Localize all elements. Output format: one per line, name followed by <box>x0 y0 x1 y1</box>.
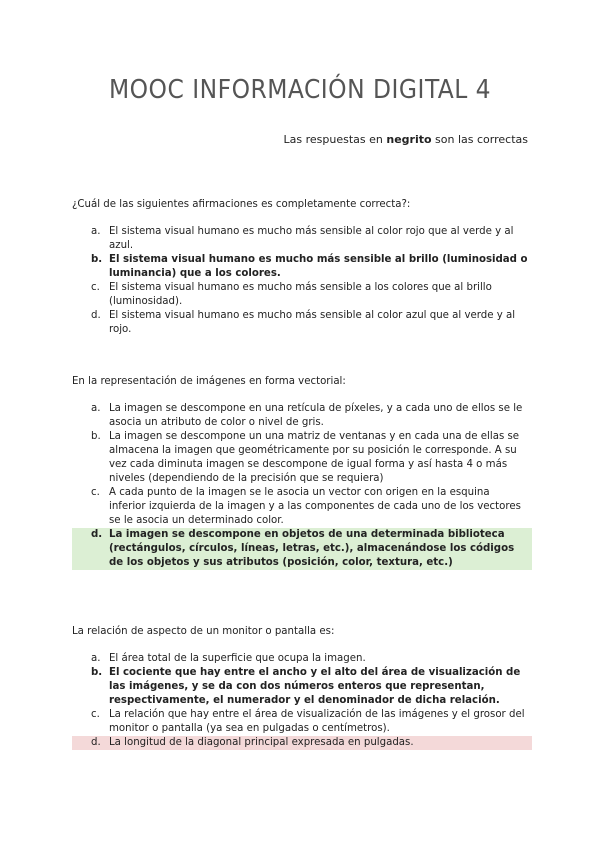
option-b-correct <box>72 253 532 281</box>
answer-note <box>284 133 529 146</box>
option-d-correct-highlighted <box>72 528 532 570</box>
option-a <box>72 652 532 666</box>
option-letter: b. <box>91 667 103 678</box>
option-text: El cociente que hay entre el ancho y el alto del área de visualización de las imágenes, y se da con dos números enteros que representan, respectivamente, el numerador y el denominador de dicha relación. <box>109 667 521 706</box>
option-text: La imagen se descompone un una matriz de ventanas y en cada una de ellas se almacena la imagen que geométricamente por su posición le corresponde. A su vez cada diminuta imagen se descompone de igual forma y así hasta 4 o más niveles (dependiendo de la precisión que se requiera) <box>109 431 520 484</box>
option-list <box>72 652 532 750</box>
option-letter: a. <box>91 653 101 664</box>
option-text: La longitud de la diagonal principal expresada en pulgadas. <box>109 737 414 748</box>
question-prompt: La relación de aspecto de un monitor o pantalla es: <box>72 626 335 637</box>
option-d-highlighted-red <box>72 736 532 750</box>
answer-note-prefix: Las respuestas en <box>283 133 387 146</box>
option-text: El sistema visual humano es mucho más sensible a los colores que al brillo (luminosidad). <box>109 282 492 307</box>
option-letter: d. <box>91 529 103 540</box>
option-c <box>72 708 532 736</box>
option-text: El sistema visual humano es mucho más sensible al color azul que al verde y al rojo. <box>109 310 516 335</box>
option-d <box>72 309 532 337</box>
answer-note-bold: negrito <box>386 133 432 146</box>
question-2 <box>72 375 532 570</box>
option-list <box>72 402 532 570</box>
option-text: El sistema visual humano es mucho más sensible al brillo (luminosidad o luminancia) que a los colores. <box>109 254 528 279</box>
option-text: El sistema visual humano es mucho más sensible al color rojo que al verde y al azul. <box>109 226 514 251</box>
option-c <box>72 281 532 309</box>
option-letter: c. <box>91 282 100 293</box>
question-3 <box>72 625 532 750</box>
option-letter: b. <box>91 431 101 442</box>
question-1 <box>72 198 532 337</box>
option-letter: a. <box>91 226 101 237</box>
question-prompt: ¿Cuál de las siguientes afirmaciones es completamente correcta?: <box>72 199 411 210</box>
option-a <box>72 402 532 430</box>
answer-note-suffix: son las correctas <box>431 133 528 146</box>
option-text: El área total de la superficie que ocupa la imagen. <box>109 653 366 664</box>
option-text: La relación que hay entre el área de visualización de las imágenes y el grosor del monitor o pantalla (ya sea en pulgadas o centímetros). <box>109 709 525 734</box>
option-letter: c. <box>91 487 100 498</box>
option-text: A cada punto de la imagen se le asocia un vector con origen en la esquina inferior izquierda de la imagen y a las componentes de cada uno de los vectores se le asocia un determinado color. <box>109 487 521 526</box>
option-letter: c. <box>91 709 100 720</box>
option-letter: d. <box>91 310 101 321</box>
option-text: La imagen se descompone en objetos de una determinada biblioteca (rectángulos, círculos, líneas, letras, etc.), almacenándose los códigos de los objetos y sus atributos (posición, color, textura, etc.) <box>109 529 515 568</box>
option-letter: b. <box>91 254 103 265</box>
option-letter: d. <box>91 737 101 748</box>
question-prompt: En la representación de imágenes en forma vectorial: <box>72 376 346 387</box>
page-title: MOOC INFORMACIÓN DIGITAL 4 <box>108 75 492 105</box>
option-a <box>72 225 532 253</box>
option-list <box>72 225 532 337</box>
option-b <box>72 430 532 486</box>
option-c <box>72 486 532 528</box>
option-letter: a. <box>91 403 101 414</box>
option-text: La imagen se descompone en una retícula de píxeles, y a cada uno de ellos se le asocia un atributo de color o nivel de gris. <box>109 403 523 428</box>
option-b-correct <box>72 666 532 708</box>
